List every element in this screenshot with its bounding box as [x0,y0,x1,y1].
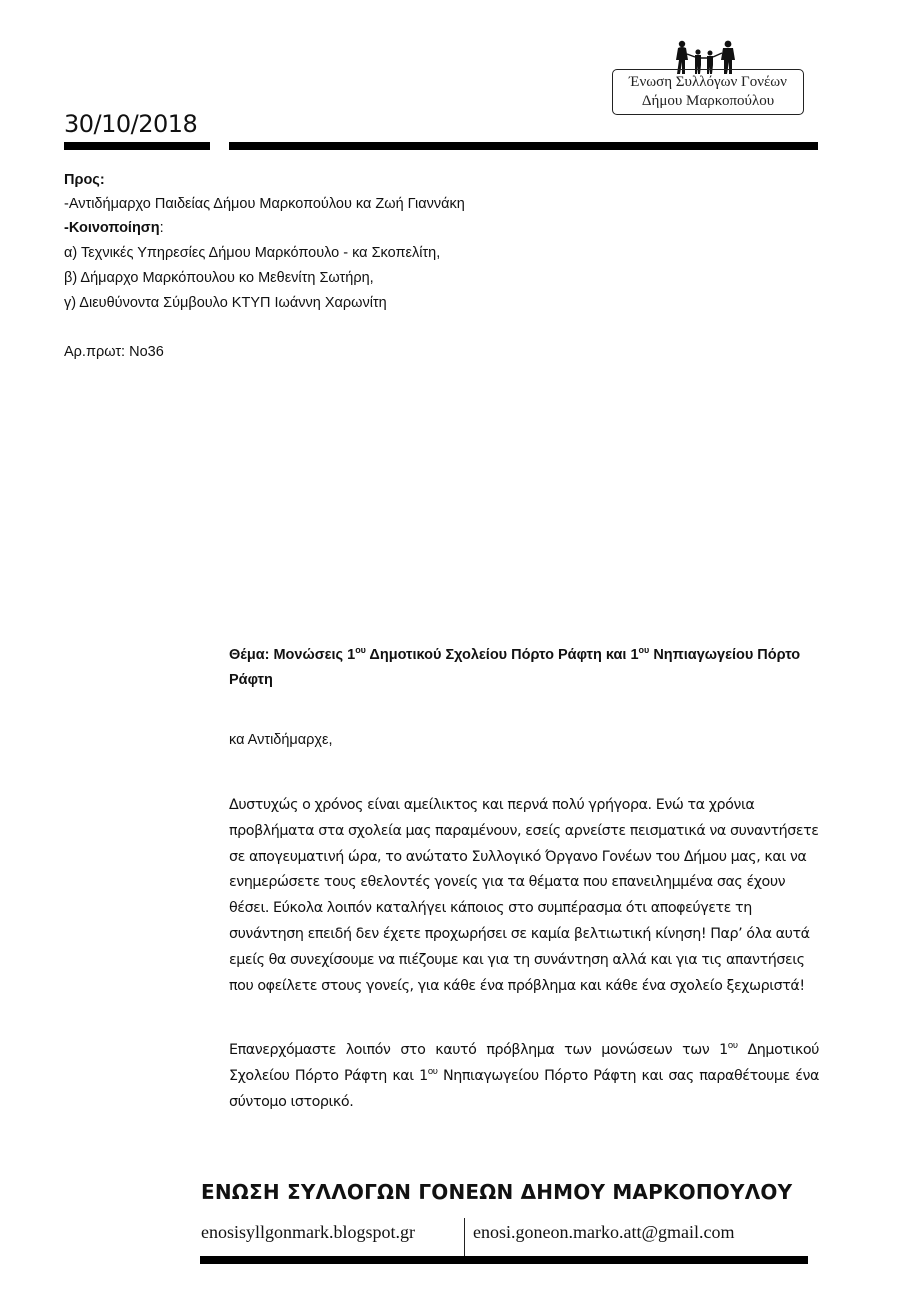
paragraph-text: Δημοτικού Σχολείου Πόρτο Ράφτη και 1 [229,1042,820,1084]
cc-label: -Κοινοποίηση [64,220,160,236]
subject-text: Μονώσεις 1 [269,647,356,663]
header-rule-left [64,142,210,150]
subject-text: Δημοτικού Σχολείου Πόρτο Ράφτη και 1 [365,647,639,663]
subject-label: Θέμα: [229,647,270,663]
cc-recipient: β) Δήμαρχο Μαρκόπουλου κο Μεθενίτη Σωτήρη, [64,270,374,286]
ordinal-suffix: ου [638,645,650,655]
footer-blog-link[interactable]: enosisyllgonmark.blogspot.gr [201,1222,415,1242]
subject-line [229,643,819,693]
to-label: Προς: [64,172,105,188]
footer-rule [200,1256,808,1264]
footer-divider [464,1218,465,1258]
cc-colon: : [159,220,164,236]
organization-logo [612,40,806,116]
ordinal-suffix: ου [727,1041,738,1051]
footer-organization-name: ΕΝΩΣΗ ΣΥΛΛΟΓΩΝ ΓΟΝΕΩΝ ΔΗΜΟΥ ΜΑΡΚΟΠΟΥΛΟΥ [201,1180,793,1204]
subject-text: Νηπιαγωγείου Πόρτο Ράφτη [229,647,801,688]
logo-line-1: Ένωση Συλλόγων Γονέων [629,74,787,90]
body-paragraph-1: Δυστυχώς ο χρόνος είναι αμείλικτος και περνά πολύ γρήγορα. Ενώ τα χρόνια προβλήματα στα σχολεία μας παραμένουν, εσείς αρνείστε πεισματικά να συναντήσετε σε απογευματινή ώρα, το ανώτατο Συλλογικό Όργανο Γονέων του Δήμου μας, και να ενημερώσετε τους εθελοντές γονείς για τα θέματα που επανειλημμένα σας έχουν θέσει. Εύκολα λοιπόν καταλήγει κάποιος στο συμπέρασμα ότι αποφεύγετε τη συνάντηση επειδή δεν έχετε προχωρήσει σε καμία βελτιωτική κίνηση! Παρ’ όλα αυτά εμείς θα συνεχίσουμε να πιέζουμε και για τη συνάντηση αλλά και για τις απαντήσεις που οφείλετε στους γονείς, για κάθε ένα πρόβλημα και κάθε ένα σχολείο ξεχωριστά! [229,797,819,994]
ordinal-suffix: ου [355,645,366,655]
paragraph-text: Επανερχόμαστε λοιπόν στο καυτό πρόβλημα των μονώσεων των 1 [229,1042,728,1058]
ordinal-suffix: ου [427,1066,438,1077]
document-date: 30/10/2018 [64,110,198,138]
cc-recipient: γ) Διευθύνοντα Σύμβουλο ΚΤΥΠ Ιωάννη Χαρωνίτη [64,295,387,311]
protocol-number: Αρ.πρωτ: Νο36 [64,344,164,360]
salutation: κα Αντιδήμαρχε, [229,732,333,748]
header-rule-right [229,142,818,150]
logo-frame [612,69,804,115]
paragraph-text: Νηπιαγωγείου Πόρτο Ράφτη και σας παραθέτουμε ένα σύντομο ιστορικό. [229,1067,819,1110]
cc-recipient: α) Τεχνικές Υπηρεσίες Δήμου Μαρκόπουλο - κα Σκοπελίτη, [64,245,441,261]
cc-heading [64,220,164,236]
footer-email-link[interactable]: enosi.goneon.marko.att@gmail.com [473,1222,735,1242]
logo-line-2: Δήμου Μαρκοπούλου [641,93,775,109]
body-paragraph-2 [229,1038,819,1115]
to-recipient: -Αντιδήμαρχο Παιδείας Δήμου Μαρκοπούλου κα Ζωή Γιαννάκη [64,196,465,212]
